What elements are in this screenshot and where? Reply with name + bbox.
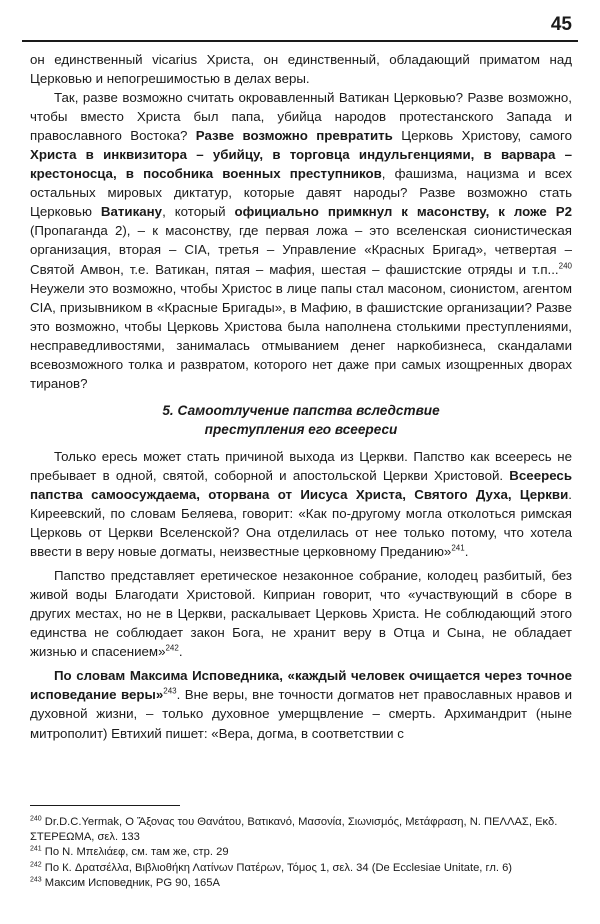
text-run: . <box>464 544 469 560</box>
text-run: (Пропаганда 2), – к масонству, где первая ложа – это вселенская сионистическая организация, вторая – CIA, третья – Управление «Красных Бригад», четвертая – Святой Амвон, т.е. Ватикан, пятая – мафия, шестая – фашистские отряды и т.п... <box>30 223 572 277</box>
footnote-ref: 241 <box>451 543 465 553</box>
footnote-text: Dr.D.C.Yermak, Ο Ἄξονας του Θανάτου, Βατικανό, Μασονία, Σιωνισμός, Μετάφραση, Ν. ΠΕΛΛΑΣ, Εκδ. ΣΤΕΡΕΩΜΑ, σελ. 133 <box>30 816 558 844</box>
footnote <box>30 845 572 860</box>
footnote-text: По Ν. Μπελιάεφ, см. там же, стр. 29 <box>44 846 229 859</box>
section-heading-line: 5. Самоотлучение папства вследствие <box>162 402 440 418</box>
section-heading-line: преступления его всеереси <box>204 421 398 437</box>
text-run: Неужели это возможно, чтобы Христос в лице папы стал масоном, сионистом, агентом CIA, призывником в «Красные Бригады», в Мафию, в фашистские организации? Разве это возможно, чтобы Церковь Христова была наполнена столькими преступлениями, несправедливостями, занималась отмыванием денег наркобизнеса, скандалами всевозможного толка и развратом, которого нет даже при самых изощренных дворах тиранов? <box>30 280 572 391</box>
section-heading <box>30 401 572 439</box>
footnote <box>30 876 572 891</box>
bold-run: Всеересь папства самоосуждаема, оторвана от Иисуса Христа, Святого Духа, Церкви <box>30 467 572 502</box>
paragraph-4 <box>30 566 572 661</box>
text-run: Только ересь может стать причиной выхода из Церкви. Папство как всеересь не пребывает в одной, святой, соборной и апостольской Церкви Христовой. <box>30 448 572 483</box>
text-run: Церковь Христову, самого <box>392 128 572 144</box>
footnote-number: 241 <box>30 845 42 853</box>
footnote-ref: 242 <box>165 643 179 653</box>
footnote <box>30 861 572 876</box>
paragraph-3 <box>30 447 572 561</box>
paragraph-1-text: он единственный vicarius Христа, он единственный, обладающий приматом над Церковью и непогрешимостью в делах веры. <box>30 52 572 87</box>
paragraph-2 <box>30 88 572 393</box>
text-run: . Киреевский, по словам Беляева, говорит: «Как по-другому могла отколоться римская Церковь от Церкви Вселенской? Она отделилась от нее только потому, что хотела ввести в веру новые догматы, неизвестные церковному Преданию» <box>30 486 572 560</box>
paragraph-5 <box>30 666 572 742</box>
text-run: . <box>178 644 183 660</box>
footnote-text: Максим Исповедник, PG 90, 165A <box>44 876 220 889</box>
footnote <box>30 815 572 845</box>
paragraph-1 <box>30 50 572 88</box>
bold-run: Ватикану <box>100 204 163 220</box>
footnote-number: 243 <box>30 876 42 884</box>
footnote-ref: 240 <box>558 261 572 271</box>
text-run: Папство представляет еретическое незаконное собрание, колодец разбитый, без живой воды Благодати Христовой. Киприан говорит, что «участвующий в сборе в других местах, но не в Церкви, раскалывает Церковь Христа. Не соблюдающий этого единства не соблюдает закон Бога, не хранит веру в Отца и Сына, не обладает жизнью и спасением» <box>30 568 572 660</box>
footnote-number: 242 <box>30 860 42 868</box>
bold-run: По словам Максима Исповедника, «каждый человек очищается через точное исповедание веры» <box>30 668 572 703</box>
footnote-text: По К. Δρατσέλλα, Βιβλιοθήκη Λατίνων Πατέρων, Τόμος 1, σελ. 34 (De Ecclesiae Unitate, гл. 6) <box>44 861 513 874</box>
footnote-ref: 243 <box>163 686 177 696</box>
footnotes <box>30 815 572 891</box>
text-run: Так, разве возможно считать окровавленный Ватикан Церковью? Разве возможно, чтобы вместо Христа был папа, убийца народов протестанского Запада и православного Востока? <box>30 90 572 144</box>
text-run: . Вне веры, вне точности догматов нет православных нравов и духовной жизни, – только духовное умерщвление – смерть. Архимандрит (ныне митрополит) Евтихий пишет: «Вера, догма, в соответствии с <box>30 687 573 741</box>
bold-run: официально примкнул к масонству, к ложе Р2 <box>234 204 572 220</box>
text-run: , фашизма, нацизма и всех остальных мировых диктатур, которые давят народы? Разве возможно стать Церковью <box>30 166 572 220</box>
header-rule <box>22 40 578 42</box>
text-run: , который <box>162 204 235 220</box>
bold-run: Христа в инквизитора – убийцу, в торговца индульгенциями, в варвара – крестоносца, в пособника военных преступников <box>30 147 572 182</box>
page-number: 45 <box>550 14 572 35</box>
footnote-number: 240 <box>30 815 42 823</box>
bold-run: Разве возможно превратить <box>195 128 393 144</box>
page-body <box>30 50 572 743</box>
footnote-separator <box>30 805 180 806</box>
